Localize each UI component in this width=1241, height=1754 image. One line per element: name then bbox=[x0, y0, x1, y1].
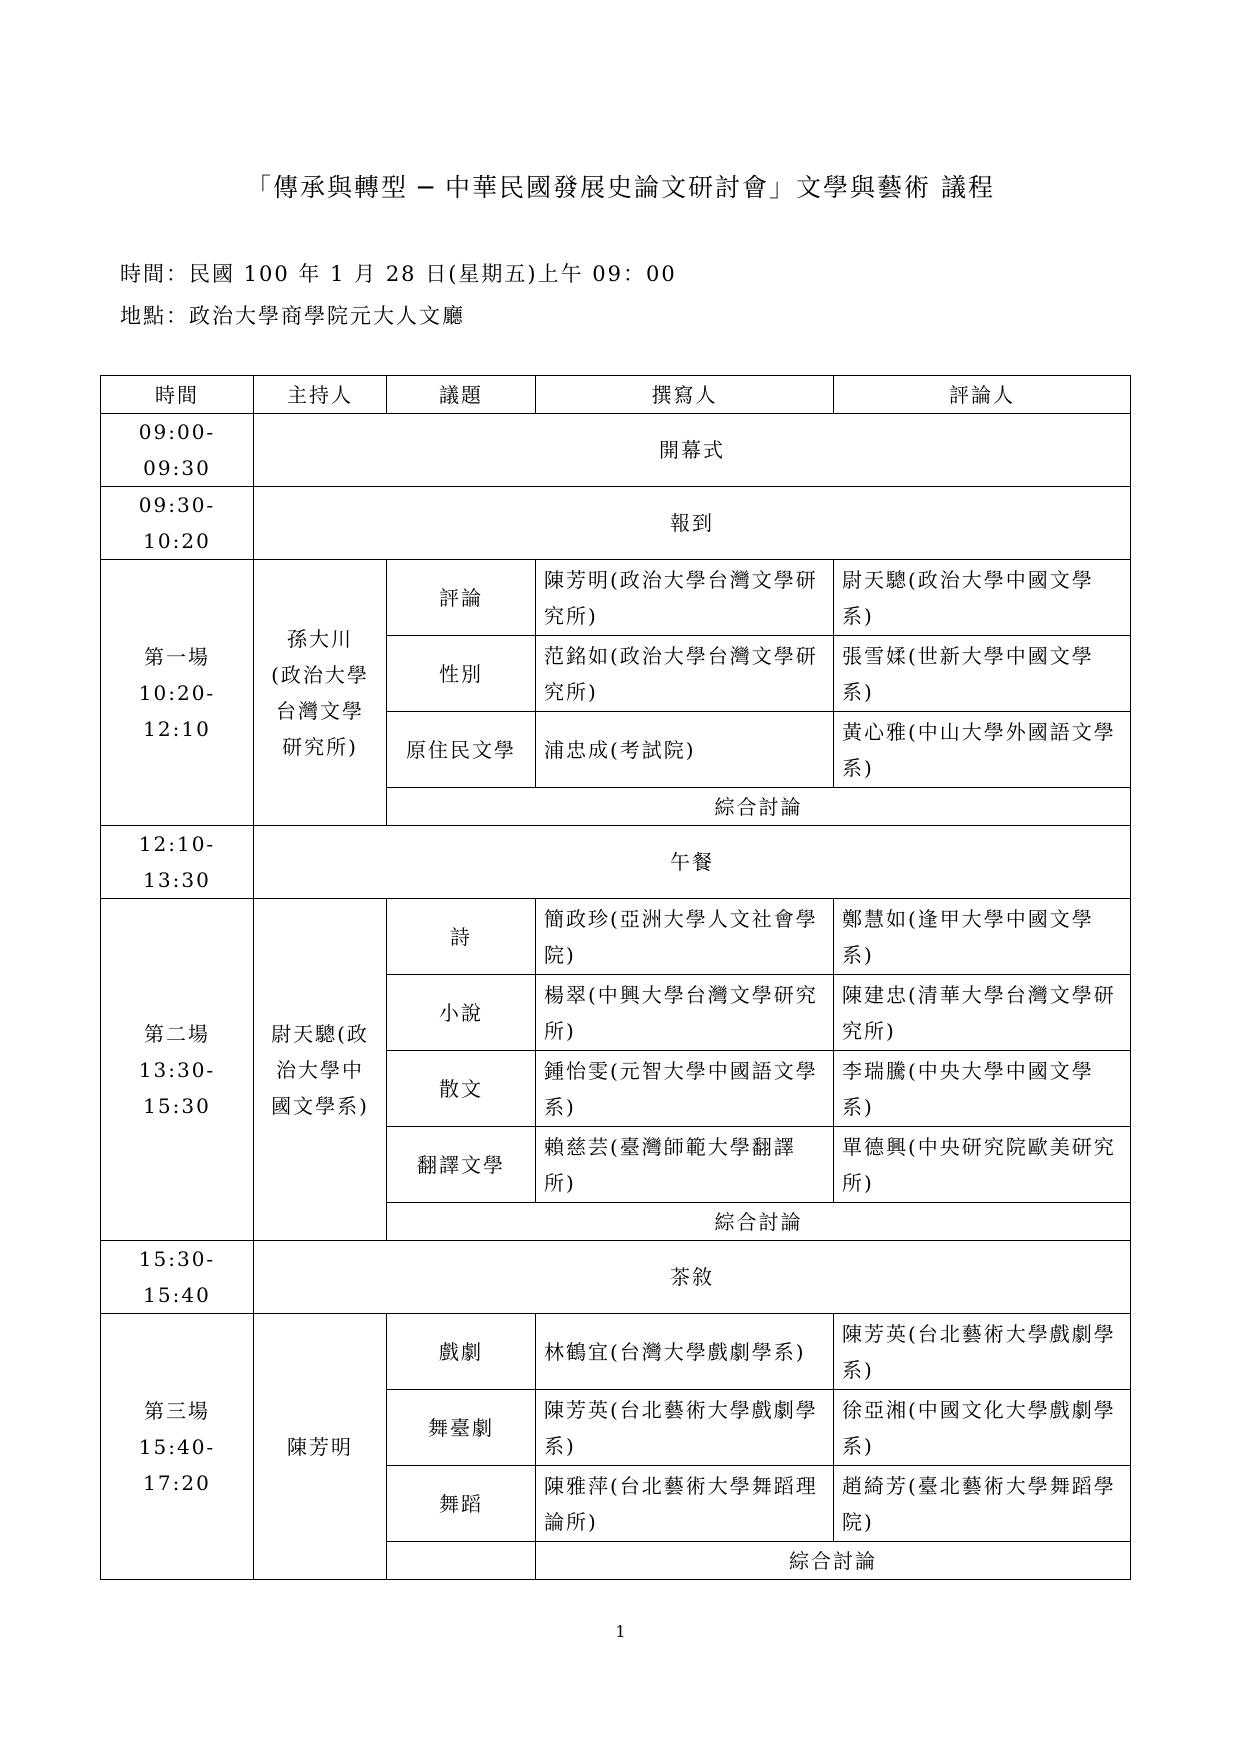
s1-name: 第一場 bbox=[144, 644, 210, 669]
s2-critic-3: 李瑞騰(中央大學中國文學系) bbox=[834, 1051, 1131, 1127]
lunch-label: 午餐 bbox=[254, 826, 1131, 899]
s2-critic-1: 鄭慧如(逢甲大學中國文學系) bbox=[834, 899, 1131, 975]
header-row bbox=[101, 376, 1131, 414]
s3-time: 15:40-17:20 bbox=[138, 1434, 216, 1495]
s1-row-1 bbox=[101, 560, 1131, 636]
opening-time: 09:00-09:30 bbox=[101, 414, 254, 487]
s2-discussion: 綜合討論 bbox=[387, 1203, 1131, 1241]
s3-session-cell bbox=[101, 1314, 254, 1580]
opening-label: 開幕式 bbox=[254, 414, 1131, 487]
s1-critic-1: 尉天驄(政治大學中國文學系) bbox=[834, 560, 1131, 636]
s1-topic-3: 原住民文學 bbox=[387, 712, 536, 788]
row-lunch bbox=[101, 826, 1131, 899]
s1-writer-3: 浦忠成(考試院) bbox=[536, 712, 834, 788]
s1-host: 孫大川 (政治大學 台灣文學 研究所) bbox=[254, 560, 387, 826]
s2-topic-4: 翻譯文學 bbox=[387, 1127, 536, 1203]
s3-topic-3: 舞蹈 bbox=[387, 1466, 536, 1542]
s2-writer-3: 鍾怡雯(元智大學中國語文學系) bbox=[536, 1051, 834, 1127]
register-time: 09:30-10:20 bbox=[101, 487, 254, 560]
s2-critic-4: 單德興(中央研究院歐美研究所) bbox=[834, 1127, 1131, 1203]
s1-discussion: 綜合討論 bbox=[387, 788, 1131, 826]
s1-writer-1: 陳芳明(政治大學台灣文學研究所) bbox=[536, 560, 834, 636]
lunch-time: 12:10-13:30 bbox=[101, 826, 254, 899]
header-host: 主持人 bbox=[254, 376, 387, 414]
s3-critic-3: 趙綺芳(臺北藝術大學舞蹈學院) bbox=[834, 1466, 1131, 1542]
agenda-table bbox=[100, 375, 1131, 1580]
s2-host: 尉天驄(政 治大學中 國文學系) bbox=[254, 899, 387, 1241]
s2-critic-2: 陳建忠(清華大學台灣文學研究所) bbox=[834, 975, 1131, 1051]
s3-topic-1: 戲劇 bbox=[387, 1314, 536, 1390]
tea-label: 茶敘 bbox=[254, 1241, 1131, 1314]
row-tea bbox=[101, 1241, 1131, 1314]
s2-topic-1: 詩 bbox=[387, 899, 536, 975]
s1-critic-2: 張雪媃(世新大學中國文學系) bbox=[834, 636, 1131, 712]
s1-session-cell bbox=[101, 560, 254, 826]
s2-writer-4: 賴慈芸(臺灣師範大學翻譯所) bbox=[536, 1127, 834, 1203]
tea-time: 15:30-15:40 bbox=[101, 1241, 254, 1314]
s2-topic-2: 小說 bbox=[387, 975, 536, 1051]
header-topic: 議題 bbox=[387, 376, 536, 414]
row-register bbox=[101, 487, 1131, 560]
s2-writer-2: 楊翠(中興大學台灣文學研究所) bbox=[536, 975, 834, 1051]
s2-time: 13:30-15:30 bbox=[138, 1057, 216, 1118]
s2-name: 第二場 bbox=[144, 1021, 210, 1046]
register-label: 報到 bbox=[254, 487, 1131, 560]
s1-topic-1: 評論 bbox=[387, 560, 536, 636]
s3-writer-3: 陳雅萍(台北藝術大學舞蹈理論所) bbox=[536, 1466, 834, 1542]
page-number: 1 bbox=[615, 1622, 626, 1641]
s3-critic-1: 陳芳英(台北藝術大學戲劇學系) bbox=[834, 1314, 1131, 1390]
document-title: 「傳承與轉型 ─ 中華民國發展史論文研討會」文學與藝術 議程 bbox=[246, 173, 995, 202]
s2-row-1 bbox=[101, 899, 1131, 975]
s3-topic-2: 舞臺劇 bbox=[387, 1390, 536, 1466]
s3-row-1 bbox=[101, 1314, 1131, 1390]
s1-topic-2: 性別 bbox=[387, 636, 536, 712]
s2-writer-1: 簡政珍(亞洲大學人文社會學院) bbox=[536, 899, 834, 975]
meeting-place: 地點：政治大學商學院元大人文廳 bbox=[120, 304, 465, 328]
s3-writer-2: 陳芳英(台北藝術大學戲劇學系) bbox=[536, 1390, 834, 1466]
header-writer: 撰寫人 bbox=[536, 376, 834, 414]
s3-writer-1: 林鶴宜(台灣大學戲劇學系) bbox=[536, 1314, 834, 1390]
header-time: 時間 bbox=[101, 376, 254, 414]
s2-session-cell bbox=[101, 899, 254, 1241]
s1-writer-2: 范銘如(政治大學台灣文學研究所) bbox=[536, 636, 834, 712]
s1-critic-3: 黃心雅(中山大學外國語文學系) bbox=[834, 712, 1131, 788]
s3-host: 陳芳明 bbox=[254, 1314, 387, 1580]
s2-topic-3: 散文 bbox=[387, 1051, 536, 1127]
s3-discussion-empty bbox=[387, 1542, 536, 1580]
s3-critic-2: 徐亞湘(中國文化大學戲劇學系) bbox=[834, 1390, 1131, 1466]
row-opening bbox=[101, 414, 1131, 487]
s3-discussion: 綜合討論 bbox=[536, 1542, 1131, 1580]
s1-time: 10:20-12:10 bbox=[138, 680, 216, 741]
meeting-time: 時間：民國 100 年 1 月 28 日(星期五)上午 09：00 bbox=[120, 262, 677, 286]
s3-name: 第三場 bbox=[144, 1398, 210, 1423]
header-critic: 評論人 bbox=[834, 376, 1131, 414]
